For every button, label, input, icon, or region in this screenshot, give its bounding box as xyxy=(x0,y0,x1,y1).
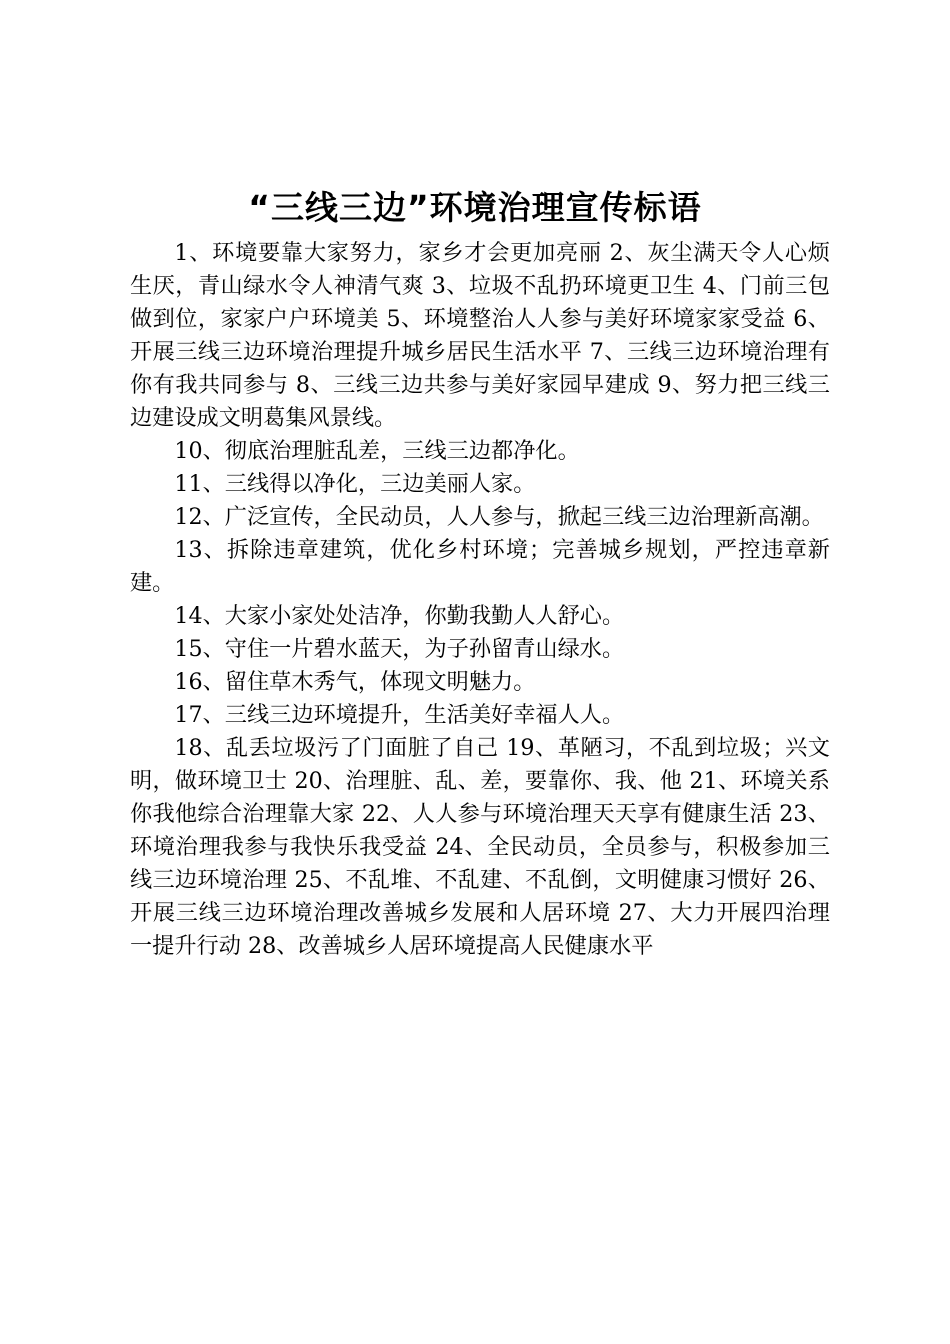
document-title: “三线三边”环境治理宣传标语 xyxy=(248,188,702,227)
paragraph-slogan-14: 14、大家小家处处洁净，你勤我勤人人舒心。 xyxy=(174,603,625,629)
paragraph-slogan-12: 12、广泛宣传，全民动员，人人参与，掀起三线三边治理新高潮。 xyxy=(174,504,824,530)
paragraph-slogan-15: 15、守住一片碧水蓝天，为子孙留青山绿水。 xyxy=(174,636,625,662)
paragraph-slogans-18-28: 18、乱丢垃圾污了门面脏了自己 19、革陋习，不乱到垃圾；兴文明，做环境卫士 20、治理脏、乱、差，要靠你、我、他 21、环境关系你我他综合治理靠大家 22、人人参与环境治理天天享有健康生活 23、环境治理我参与我快乐我受益 24、全民动员，全员参与，积极参加三线三边环境治理 25、不乱堆、不乱建、不乱倒，文明健康习惯好 26、开展三线三边环境治理改善城乡发展和人居环境 27、大力开展四治理一提升行动 28、改善城乡人居环境提高人民健康水平 xyxy=(130,735,830,959)
paragraph-slogan-16: 16、留住草木秀气，体现文明魅力。 xyxy=(174,669,536,695)
paragraph-slogan-10: 10、彻底治理脏乱差，三线三边都净化。 xyxy=(174,438,580,464)
paragraph-slogans-1-9: 1、环境要靠大家努力，家乡才会更加亮丽 2、灰尘满天令人心烦生厌，青山绿水令人神清气爽 3、垃圾不乱扔环境更卫生 4、门前三包做到位，家家户户环境美 5、环境整治人人参与美好环境家家受益 6、开展三线三边环境治理提升城乡居民生活水平 7、三线三边环境治理有你有我共同参与 8、三线三边共参与美好家园早建成 9、努力把三线三边建设成文明葛集风景线。 xyxy=(130,240,830,431)
paragraph-slogan-11: 11、三线得以净化，三边美丽人家。 xyxy=(174,471,536,497)
document-body xyxy=(130,237,830,963)
paragraph-slogan-13: 13、拆除违章建筑，优化乡村环境；完善城乡规划，严控违章新建。 xyxy=(130,537,830,596)
paragraph-slogan-17: 17、三线三边环境提升，生活美好幸福人人。 xyxy=(174,702,625,728)
